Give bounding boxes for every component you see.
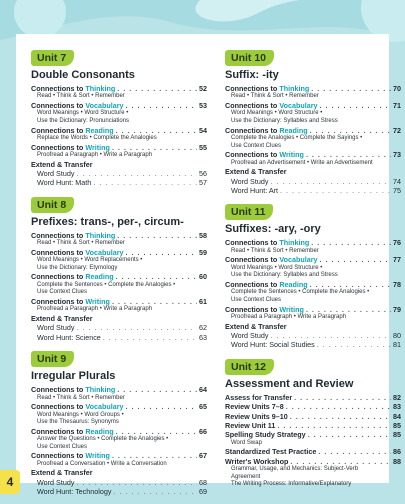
entry-skill: Thinking: [85, 385, 116, 395]
entry-skill: Reading: [279, 125, 308, 135]
entry-skill: Reading: [85, 125, 114, 135]
dot-leader: [290, 412, 391, 421]
dot-leader: [76, 323, 197, 332]
page-number: 70: [393, 84, 401, 93]
toc-entry-review-units-7-8[interactable]: [225, 402, 401, 411]
dot-leader: [126, 248, 197, 257]
entry-prefix: Connections to: [31, 101, 86, 110]
entry-subtopics: Replace the Words • Complete the Analogies: [37, 135, 157, 141]
dot-leader: [116, 272, 197, 281]
unit-tab: Unit 12: [225, 359, 274, 375]
entry-label: Writer's Workshop: [225, 456, 289, 466]
entry-subtopics: Agreement: [231, 473, 261, 480]
toc-entry-reading[interactable]: [225, 126, 401, 135]
page-number: 58: [199, 230, 207, 240]
entry-label: Word Study: [231, 176, 269, 186]
entry-prefix: Connections to: [31, 84, 86, 93]
toc-entry-thinking[interactable]: [225, 238, 401, 247]
page-number: 74: [393, 176, 401, 186]
toc-entry-vocabulary[interactable]: [31, 248, 207, 257]
extend-transfer-heading: Extend & Transfer: [31, 468, 93, 478]
toc-entry-word-study[interactable]: [31, 323, 207, 332]
entry-skill: Writing: [85, 451, 110, 461]
dot-leader: [308, 430, 391, 439]
entry-label: Review Units 7–8: [225, 402, 284, 412]
entry-subtopics: Read • Think & Sort • Remember: [231, 247, 319, 254]
dot-leader: [117, 385, 197, 394]
dot-leader: [294, 393, 391, 402]
extend-transfer-heading: Extend & Transfer: [31, 314, 93, 323]
entry-label: Review Unit 11: [225, 421, 276, 431]
dot-leader: [126, 101, 197, 110]
entry-subtopics: Read • Think & Sort • Remember: [37, 240, 125, 247]
entry-prefix: Connections to: [225, 255, 280, 265]
toc-entry-thinking[interactable]: [31, 84, 207, 93]
toc-entry-writing[interactable]: [31, 143, 207, 152]
toc-entry-word-study[interactable]: [31, 478, 207, 487]
entry-subtopics: Word Meanings • Word Replacements •: [37, 257, 143, 264]
unit-tab: Unit 11: [225, 204, 273, 220]
entry-subtopics: Read • Think & Sort • Remember: [231, 93, 319, 100]
entry-prefix: Connections to: [31, 426, 86, 436]
unit-tab: Unit 10: [225, 50, 274, 66]
page-number: 52: [199, 84, 207, 93]
page-number: 76: [393, 238, 401, 248]
dot-leader: [286, 402, 391, 411]
entry-label: Word Hunt: Math: [37, 178, 92, 188]
entry-subtopics: The Writing Process: Informative/Explanatory: [231, 481, 352, 488]
entry-subtopics: Answer the Questions • Complete the Analogies •: [37, 436, 169, 443]
entry-subtopics: Grammar, Usage, and Mechanics: Subject-Verb: [231, 466, 359, 473]
page-number: 75: [393, 186, 401, 195]
dot-leader: [103, 333, 197, 342]
entry-subtopics: Read • Think & Sort • Remember: [37, 93, 125, 100]
toc-entry-word-study[interactable]: [31, 169, 207, 178]
page-number: 77: [393, 255, 401, 265]
page-number: 88: [393, 456, 401, 466]
unit-title: Double Consonants: [31, 69, 135, 81]
unit-tab: Unit 9: [31, 351, 74, 367]
entry-label: Review Units 9–10: [225, 411, 288, 421]
entry-label: Word Study: [37, 169, 75, 178]
entry-subtopics: Word Swap: [231, 439, 262, 446]
unit-tab: Unit 8: [31, 197, 74, 213]
entry-subtopics: Use Context Clues: [37, 289, 88, 296]
toc-entry-reading[interactable]: [31, 427, 207, 436]
dot-leader: [116, 126, 197, 135]
entry-label: Spelling Study Strategy: [225, 430, 306, 440]
dot-leader: [280, 186, 391, 195]
page-number: 57: [199, 178, 207, 188]
dot-leader: [76, 169, 197, 178]
page-number: 59: [199, 247, 207, 257]
dot-leader: [93, 178, 197, 187]
entry-skill: Writing: [279, 150, 304, 160]
toc-entry-word-hunt[interactable]: [31, 487, 207, 496]
page-number: 69: [199, 487, 207, 497]
entry-label: Assess for Transfer: [225, 392, 293, 402]
entry-prefix: Connections to: [225, 280, 280, 289]
entry-prefix: Connections to: [225, 238, 280, 248]
toc-entry-reading[interactable]: [31, 272, 207, 281]
unit-title: Prefixes: trans-, per-, circum-: [31, 215, 184, 228]
toc-entry-thinking[interactable]: [31, 231, 207, 240]
entry-prefix: Connections to: [31, 272, 86, 282]
entry-skill: Vocabulary: [85, 101, 124, 110]
extend-transfer-heading: Extend & Transfer: [225, 167, 287, 177]
page-number: 68: [199, 477, 207, 487]
dot-leader: [320, 255, 391, 264]
dot-leader: [116, 427, 197, 436]
entry-prefix: Connections to: [225, 125, 280, 135]
entry-label: Standardized Test Practice: [225, 447, 317, 457]
page-number: 62: [199, 323, 207, 333]
dot-leader: [112, 451, 197, 460]
entry-label: Word Study: [37, 477, 75, 487]
page-number: 80: [393, 331, 401, 340]
page-number: 79: [393, 304, 401, 314]
toc-entry-reading[interactable]: [31, 126, 207, 135]
dot-leader: [117, 84, 197, 93]
dot-leader: [306, 305, 391, 314]
entry-prefix: Connections to: [31, 142, 86, 152]
entry-subtopics: Word Meanings • Word Groups •: [37, 411, 124, 418]
toc-entry-assess-for-transfer[interactable]: [225, 393, 401, 402]
entry-subtopics: Word Meanings • Word Structure •: [231, 110, 323, 117]
dot-leader: [310, 280, 391, 289]
entry-label: Word Hunt: Technology: [37, 487, 112, 497]
entry-prefix: Connections to: [31, 402, 86, 412]
entry-subtopics: Use Context Clues: [37, 443, 88, 450]
toc-entry-word-hunt[interactable]: [31, 178, 207, 187]
dot-leader: [311, 84, 391, 93]
toc-entry-writing[interactable]: [31, 297, 207, 306]
page-number: 86: [393, 447, 401, 457]
toc-entry-vocabulary[interactable]: [31, 101, 207, 110]
entry-subtopics: Use Context Clues: [231, 297, 282, 303]
entry-subtopics: Use the Dictionary: Pronunciations: [37, 118, 130, 124]
entry-skill: Thinking: [279, 84, 310, 93]
entry-label: Word Hunt: Art: [231, 186, 279, 195]
entry-skill: Writing: [85, 142, 110, 152]
extend-transfer-heading: Extend & Transfer: [31, 159, 93, 169]
page-number: 63: [199, 332, 207, 342]
toc-entry-reading[interactable]: [225, 280, 401, 289]
entry-prefix: Connections to: [225, 150, 280, 160]
entry-subtopics: Use the Dictionary: Syllables and Stress: [231, 118, 338, 124]
entry-prefix: Connections to: [31, 230, 86, 240]
entry-prefix: Connections to: [31, 451, 86, 461]
entry-skill: Thinking: [85, 230, 116, 240]
toc-entry-word-study[interactable]: [225, 177, 401, 186]
page-number: 53: [199, 101, 207, 110]
entry-subtopics: Word Meanings • Word Structure •: [231, 264, 323, 271]
dot-leader: [117, 231, 197, 240]
dot-leader: [270, 177, 391, 186]
entry-subtopics: Proofread an Advertisement • Write an Advertisement: [231, 159, 373, 166]
dot-leader: [76, 478, 197, 487]
dot-leader: [277, 421, 391, 430]
toc-entry-vocabulary[interactable]: [225, 101, 401, 110]
page-number: 64: [199, 385, 207, 395]
unit-10-section: [225, 48, 401, 195]
toc-entry-writing[interactable]: [225, 150, 401, 159]
toc-entry-writing[interactable]: [225, 305, 401, 314]
toc-entry-word-hunt[interactable]: [225, 186, 401, 195]
extend-transfer-heading: Extend & Transfer: [225, 321, 287, 331]
dot-leader: [112, 297, 197, 306]
entry-subtopics: Proofread a Conversation • Write a Conversation: [37, 460, 167, 467]
entry-skill: Reading: [85, 426, 114, 436]
entry-skill: Vocabulary: [279, 255, 318, 265]
toc-entry-word-study[interactable]: [225, 331, 401, 340]
dot-leader: [310, 126, 391, 135]
entry-prefix: Connections to: [31, 125, 86, 135]
entry-skill: Vocabulary: [85, 402, 124, 412]
entry-skill: Thinking: [279, 238, 310, 248]
entry-subtopics: Word Meanings • Word Structure •: [37, 110, 129, 117]
unit-12-section: [225, 357, 401, 489]
entry-subtopics: Complete the Analogies • Complete the Sayings •: [231, 135, 363, 141]
page-number: 65: [199, 402, 207, 412]
dot-leader: [318, 447, 391, 456]
toc-entry-spelling-study-strategy[interactable]: [225, 430, 401, 439]
entry-subtopics: Complete the Sentences • Complete the Analogies •: [37, 281, 176, 288]
entry-subtopics: Complete the Sentences • Complete the Analogies •: [231, 289, 370, 296]
entry-prefix: Connections to: [225, 101, 280, 110]
toc-entry-writers-workshop[interactable]: [225, 457, 401, 466]
toc-entry-standardized-test-practice[interactable]: [225, 447, 401, 456]
toc-entry-vocabulary[interactable]: [225, 255, 401, 264]
unit-7-section: [31, 48, 207, 188]
entry-subtopics: Use the Dictionary: Syllables and Stress: [231, 272, 338, 279]
entry-prefix: Connections to: [31, 247, 86, 257]
unit-title: Suffixes: -ary, -ory: [225, 223, 321, 236]
toc-entry-thinking[interactable]: [31, 385, 207, 394]
dot-leader: [112, 143, 197, 152]
page-number: 73: [393, 150, 401, 160]
dot-leader: [113, 487, 197, 496]
toc-entry-thinking[interactable]: [225, 84, 401, 93]
right-column: [225, 48, 401, 496]
page-number: 61: [199, 297, 207, 306]
unit-title: Assessment and Review: [225, 377, 354, 390]
unit-tab: Unit 7: [31, 50, 74, 66]
toc-entry-review-units-9-10[interactable]: [225, 412, 401, 421]
entry-skill: Writing: [85, 297, 110, 306]
page-number: 84: [393, 411, 401, 421]
page-number: 66: [199, 426, 207, 436]
dot-leader: [126, 402, 197, 411]
page-number: 78: [393, 280, 401, 289]
dot-leader: [320, 101, 391, 110]
page-number: 85: [393, 430, 401, 440]
unit-title: Irregular Plurals: [31, 370, 116, 383]
page-number: 56: [199, 169, 207, 178]
dot-leader: [306, 150, 391, 159]
entry-skill: Vocabulary: [279, 101, 318, 110]
unit-9-section: [31, 349, 207, 496]
page-number: 81: [393, 340, 401, 350]
entry-subtopics: Proofread a Paragraph • Write a Paragraph: [37, 152, 153, 158]
entry-subtopics: Proofread a Paragraph • Write a Paragraph: [37, 306, 153, 313]
toc-entry-word-hunt[interactable]: [31, 333, 207, 342]
entry-skill: Reading: [85, 272, 114, 282]
unit-8-section: [31, 195, 207, 342]
toc-entry-writing[interactable]: [31, 451, 207, 460]
entry-skill: Vocabulary: [85, 247, 124, 257]
page-number: 67: [199, 451, 207, 461]
dot-leader: [290, 457, 391, 466]
dot-leader: [270, 331, 391, 340]
entry-label: Word Study: [231, 331, 269, 340]
page-number-tab: 4: [0, 470, 20, 494]
left-column: [31, 48, 207, 504]
dot-leader: [311, 238, 391, 247]
entry-label: Word Study: [37, 323, 75, 333]
dot-leader: [317, 340, 391, 349]
entry-prefix: Connections to: [31, 385, 86, 395]
entry-subtopics: Read • Think & Sort • Remember: [37, 394, 125, 401]
toc-entry-word-hunt[interactable]: [225, 340, 401, 349]
entry-skill: Reading: [279, 280, 308, 289]
page-number: 72: [393, 125, 401, 135]
entry-subtopics: Use the Thesaurus: Synonyms: [37, 419, 119, 426]
entry-subtopics: Proofread a Paragraph • Write a Paragraph: [231, 314, 347, 320]
toc-entry-review-unit-11[interactable]: [225, 421, 401, 430]
entry-skill: Writing: [279, 304, 304, 314]
unit-title: Suffix: -ity: [225, 69, 279, 81]
page-number: 82: [393, 392, 401, 402]
page-number: 83: [393, 402, 401, 412]
page-number: 85: [393, 421, 401, 431]
unit-11-section: [225, 202, 401, 349]
page-number: 60: [199, 272, 207, 282]
toc-entry-vocabulary[interactable]: [31, 402, 207, 411]
entry-prefix: Connections to: [225, 84, 280, 93]
page-number: 54: [199, 125, 207, 135]
entry-prefix: Connections to: [31, 297, 86, 306]
entry-subtopics: Use Context Clues: [231, 142, 282, 149]
entry-skill: Thinking: [85, 84, 116, 93]
entry-subtopics: Use the Dictionary: Etymology: [37, 264, 118, 271]
entry-label: Word Hunt: Science: [37, 332, 101, 342]
page-number: 71: [393, 101, 401, 110]
entry-prefix: Connections to: [225, 304, 280, 314]
page-number: 55: [199, 142, 207, 152]
entry-label: Word Hunt: Social Studies: [231, 340, 315, 350]
